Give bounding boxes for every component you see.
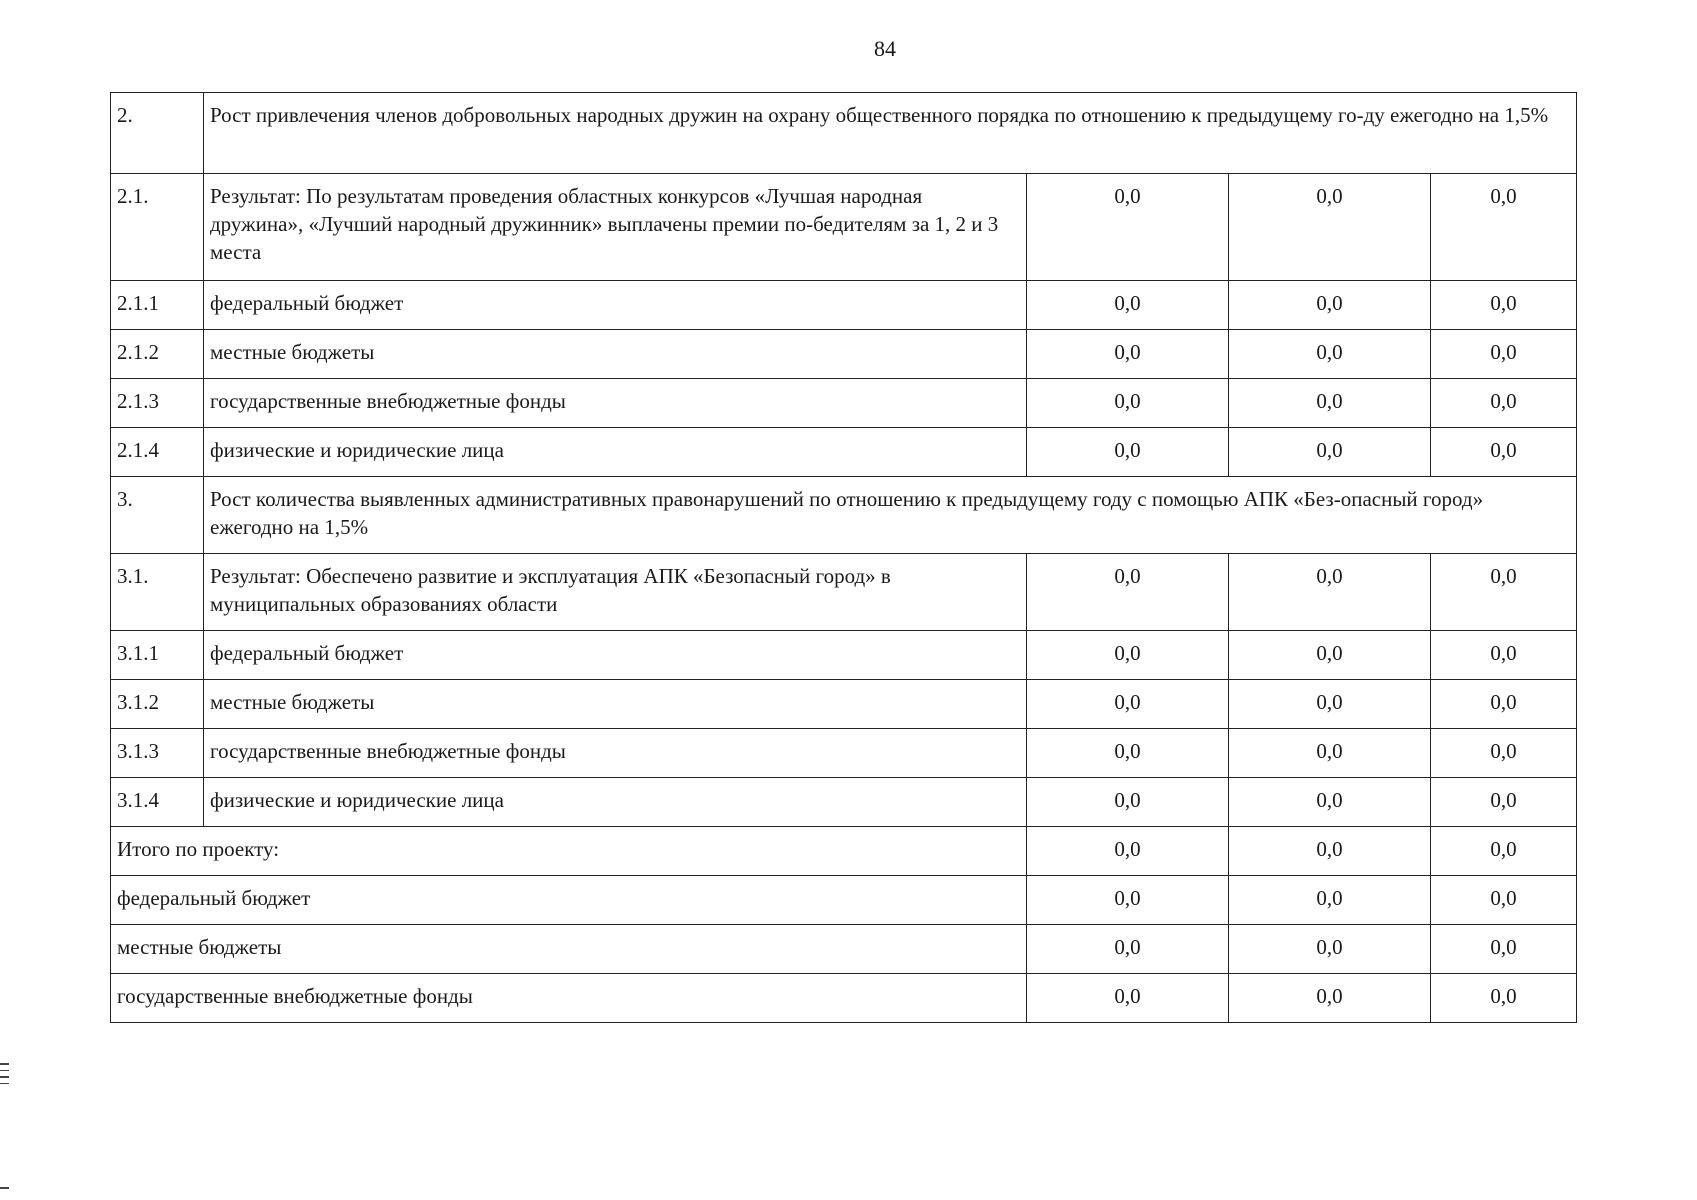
value-cell: 0,0	[1229, 876, 1431, 925]
value-cell: 0,0	[1027, 554, 1229, 631]
value-cell: 0,0	[1229, 174, 1431, 281]
binding-mark	[0, 1083, 9, 1085]
value-cell: 0,0	[1431, 729, 1577, 778]
row-number: 2.1.4	[111, 428, 204, 477]
value-cell: 0,0	[1431, 281, 1577, 330]
total-label: федеральный бюджет	[111, 876, 1027, 925]
row-text: местные бюджеты	[204, 330, 1027, 379]
row-text: Результат: Обеспечено развитие и эксплуатация АПК «Безопасный город» в муниципальных образованиях области	[204, 554, 1027, 631]
total-row	[111, 974, 1577, 1023]
value-cell: 0,0	[1229, 330, 1431, 379]
row-number: 3.1.2	[111, 680, 204, 729]
row-number: 3.1.3	[111, 729, 204, 778]
row-text: физические и юридические лица	[204, 778, 1027, 827]
value-cell: 0,0	[1431, 554, 1577, 631]
total-row	[111, 827, 1577, 876]
row-number: 3.1.	[111, 554, 204, 631]
table-row	[111, 554, 1577, 631]
binding-mark	[0, 1063, 9, 1065]
value-cell: 0,0	[1229, 680, 1431, 729]
row-number: 3.1.4	[111, 778, 204, 827]
row-text: физические и юридические лица	[204, 428, 1027, 477]
binding-marks	[0, 1063, 10, 1089]
value-cell: 0,0	[1027, 631, 1229, 680]
value-cell: 0,0	[1229, 925, 1431, 974]
value-cell: 0,0	[1027, 680, 1229, 729]
row-text: федеральный бюджет	[204, 631, 1027, 680]
binding-mark	[0, 1076, 9, 1078]
value-cell: 0,0	[1229, 974, 1431, 1023]
page-number: 84	[874, 36, 896, 61]
value-cell: 0,0	[1027, 379, 1229, 428]
total-row	[111, 925, 1577, 974]
value-cell: 0,0	[1431, 174, 1577, 281]
row-number: 2.	[111, 93, 204, 174]
table-row	[111, 729, 1577, 778]
value-cell: 0,0	[1027, 876, 1229, 925]
value-cell: 0,0	[1431, 631, 1577, 680]
table-row	[111, 631, 1577, 680]
section-title: Рост привлечения членов добровольных народных дружин на охрану общественного порядка по отношению к предыдущему го-ду ежегодно на 1,5%	[204, 93, 1577, 174]
value-cell: 0,0	[1431, 680, 1577, 729]
value-cell: 0,0	[1431, 876, 1577, 925]
table-row	[111, 379, 1577, 428]
table-row	[111, 281, 1577, 330]
value-cell: 0,0	[1027, 827, 1229, 876]
value-cell: 0,0	[1229, 778, 1431, 827]
row-text: Результат: По результатам проведения областных конкурсов «Лучшая народная дружина», «Лучший народный дружинник» выплачены премии по-бедителям за 1, 2 и 3 места	[204, 174, 1027, 281]
value-cell: 0,0	[1229, 729, 1431, 778]
total-label: Итого по проекту:	[111, 827, 1027, 876]
value-cell: 0,0	[1431, 778, 1577, 827]
row-text: государственные внебюджетные фонды	[204, 379, 1027, 428]
section-row	[111, 477, 1577, 554]
table-row	[111, 428, 1577, 477]
value-cell: 0,0	[1431, 974, 1577, 1023]
section-row	[111, 93, 1577, 174]
value-cell: 0,0	[1229, 428, 1431, 477]
value-cell: 0,0	[1229, 631, 1431, 680]
table-row	[111, 330, 1577, 379]
row-text: местные бюджеты	[204, 680, 1027, 729]
binding-mark	[0, 1070, 9, 1072]
row-number: 3.1.1	[111, 631, 204, 680]
total-row	[111, 876, 1577, 925]
value-cell: 0,0	[1027, 281, 1229, 330]
binding-mark	[0, 1187, 9, 1189]
value-cell: 0,0	[1027, 925, 1229, 974]
table-row	[111, 778, 1577, 827]
total-label: местные бюджеты	[111, 925, 1027, 974]
value-cell: 0,0	[1027, 428, 1229, 477]
value-cell: 0,0	[1229, 281, 1431, 330]
value-cell: 0,0	[1229, 379, 1431, 428]
value-cell: 0,0	[1027, 174, 1229, 281]
value-cell: 0,0	[1027, 330, 1229, 379]
value-cell: 0,0	[1431, 925, 1577, 974]
row-number: 3.	[111, 477, 204, 554]
value-cell: 0,0	[1431, 379, 1577, 428]
row-number: 2.1.1	[111, 281, 204, 330]
row-text: государственные внебюджетные фонды	[204, 729, 1027, 778]
value-cell: 0,0	[1431, 827, 1577, 876]
total-label: государственные внебюджетные фонды	[111, 974, 1027, 1023]
value-cell: 0,0	[1431, 330, 1577, 379]
value-cell: 0,0	[1229, 554, 1431, 631]
value-cell: 0,0	[1229, 827, 1431, 876]
value-cell: 0,0	[1027, 974, 1229, 1023]
value-cell: 0,0	[1027, 778, 1229, 827]
section-title: Рост количества выявленных административных правонарушений по отношению к предыдущему году с помощью АПК «Без-опасный город» ежегодно на 1,5%	[204, 477, 1577, 554]
row-number: 2.1.	[111, 174, 204, 281]
table-row	[111, 174, 1577, 281]
value-cell: 0,0	[1027, 729, 1229, 778]
value-cell: 0,0	[1431, 428, 1577, 477]
row-text: федеральный бюджет	[204, 281, 1027, 330]
row-number: 2.1.3	[111, 379, 204, 428]
table-row	[111, 680, 1577, 729]
row-number: 2.1.2	[111, 330, 204, 379]
budget-table	[110, 92, 1577, 1023]
